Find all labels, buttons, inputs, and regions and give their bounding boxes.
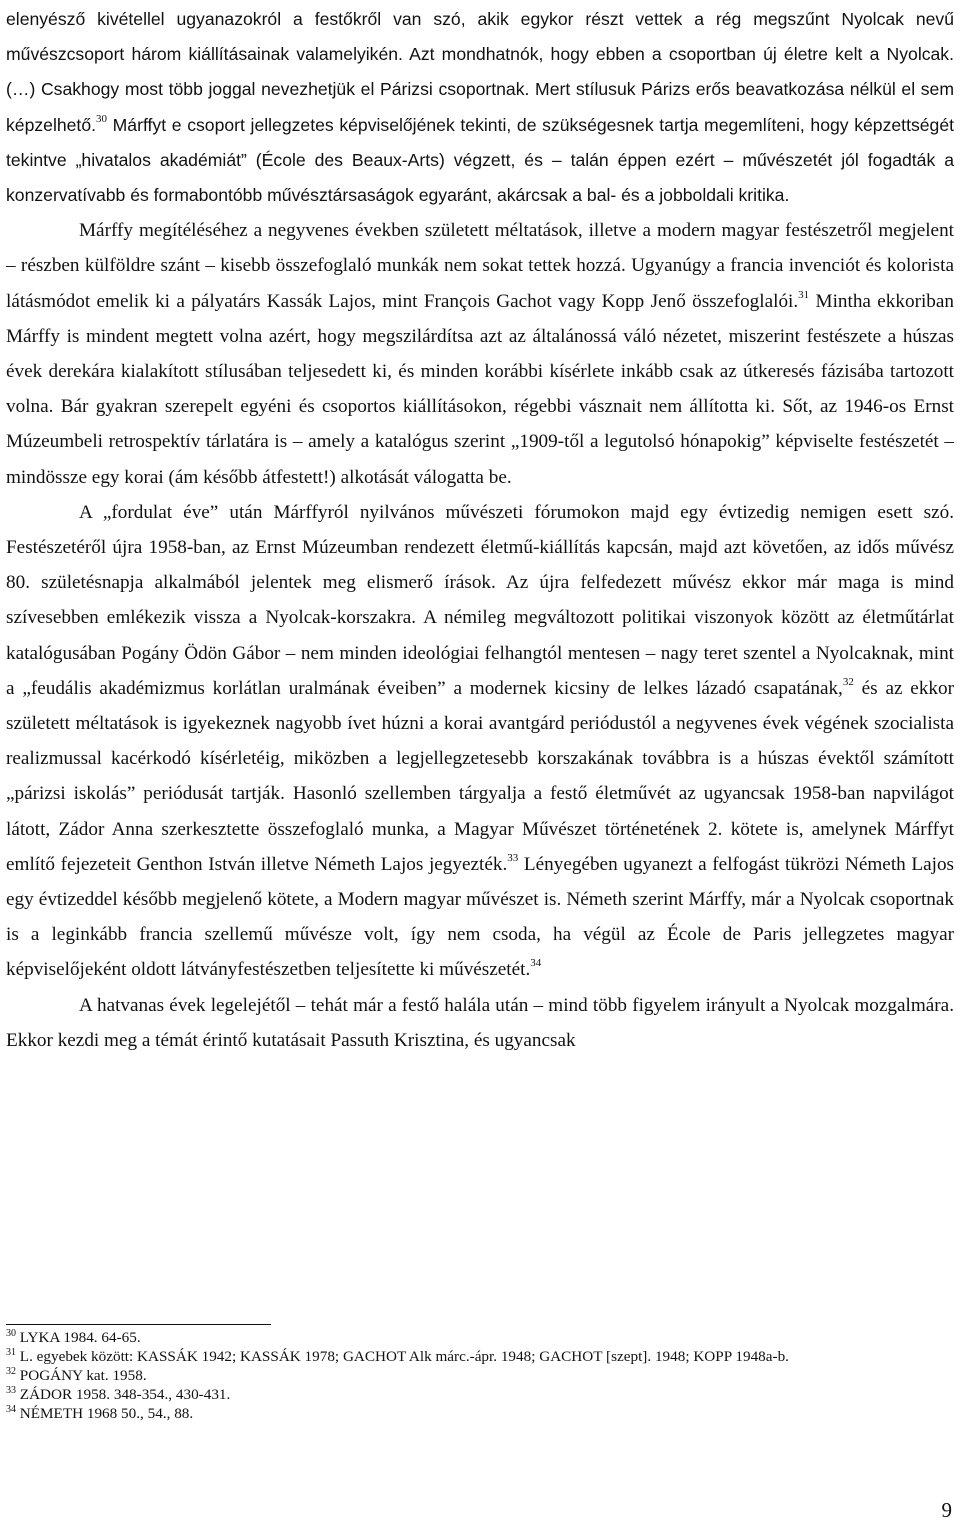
footnote-reference: 30 bbox=[96, 112, 107, 125]
paragraph bbox=[6, 213, 954, 495]
footnote bbox=[6, 1386, 954, 1404]
footnote bbox=[6, 1367, 954, 1385]
text-run: Márffy megítéléséhez a negyvenes években született méltatások, illetve a modern magyar festészetről megjelent – részben külföldre szánt – kisebb összefoglaló munkák nem sokat tettek hozzá. Ugyanúgy a francia invenciót és kolorista látásmódot emelik ki a pályatárs Kassák Lajos, mint François Gachot vagy Kopp Jenő összefoglalói. bbox=[6, 220, 954, 312]
text-run: elenyésző kivétellel ugyanazokról a festőkről van szó, akik egykor részt vettek a rég megszűnt Nyolcak nevű művészcsoport három kiállításainak valamelyikén. Azt mondhatnók, hogy ebben a csoportban új életre kelt a Nyolcak. (…) Csakhogy most több joggal nevezhetjük el Párizsi csoportnak. Mert stílusuk Párizs erős beavatkozása nélkül el sem képzelhető. bbox=[6, 9, 954, 135]
footnote-reference: 32 bbox=[842, 675, 854, 688]
footnote-number: 33 bbox=[6, 1385, 16, 1396]
footnote-number: 30 bbox=[6, 1328, 16, 1339]
paragraph bbox=[6, 988, 954, 1058]
footnote-number: 32 bbox=[6, 1366, 16, 1377]
footnote bbox=[6, 1348, 954, 1366]
text-run: Márffyt e csoport jellegzetes képviselőjének tekinti, de szükségesnek tartja megemlíteni, hogy képzettségét tekintve „hivatalos akadémiát” (École des Beaux-Arts) végzett, és – talán éppen ezért – művészetét jól fogadták a konzervatívabb és formabontóbb művésztársaságok egyaránt, akárcsak a bal- és a jobboldali kritika. bbox=[6, 114, 954, 206]
text-run: és az ekkor született méltatások is igyekeznek nagyobb ívet húzni a korai avantgárd periódustól a negyvenes évek végének szocialista realizmussal kacérkodó kísérletéig, miközben a legjellegzetesebb korszakának továbbra is a húszas évektől számított „párizsi iskolás” periódusát tartják. Hasonló szellemben tárgyalja a festő életművét az ugyancsak 1958-ban napvilágot látott, Zádor Anna szerkesztette összefoglaló munka, a Magyar Művészet történetének 2. kötete is, amelynek Márffyt említő fejezeteit Genthon István illetve Németh Lajos jegyezték. bbox=[6, 677, 954, 875]
document-page bbox=[6, 0, 954, 1058]
body-text bbox=[6, 0, 954, 1058]
footnote-divider bbox=[6, 1324, 271, 1325]
footnote-text: NÉMETH 1968 50., 54., 88. bbox=[16, 1405, 194, 1422]
text-run: Lényegében ugyanezt a felfogást tükrözi Németh Lajos egy évtizeddel később megjelenő kötete, a Modern magyar művészet is. Németh szerint Márffy, már a Nyolcak csoportnak is a leginkább francia szellemű művésze volt, így nem csoda, ha végül az École de Paris jellegzetes magyar képviselőjeként oldott látványfestészetben teljesítette ki művészetét. bbox=[6, 853, 955, 981]
footnotes bbox=[6, 1329, 954, 1424]
footnote-text: L. egyebek között: KASSÁK 1942; KASSÁK 1978; GACHOT Alk márc.-ápr. 1948; GACHOT [szept]. 1948; KOPP 1948a-b. bbox=[16, 1348, 789, 1365]
page-number: 9 bbox=[941, 1498, 952, 1522]
footnote-number: 34 bbox=[6, 1404, 16, 1415]
footnote-reference: 34 bbox=[530, 957, 542, 970]
footnote bbox=[6, 1405, 954, 1423]
footnote-number: 31 bbox=[6, 1347, 16, 1358]
footnote-text: LYKA 1984. 64-65. bbox=[16, 1329, 141, 1346]
paragraph bbox=[6, 495, 954, 988]
text-run: Mintha ekkoriban Márffy is mindent megtett volna azért, hogy megszilárdítsa azt az általánossá váló nézetet, miszerint festészete a húszas évek derekára kialakított stílusában teljesedett ki, és minden korábbi kísérlete inkább csak az útkeresés fázisába tartozott volna. Bár gyakran szerepelt egyéni és csoportos kiállításokon, régebbi vásznait nem állította ki. Sőt, az 1946-os Ernst Múzeumbeli retrospektív tárlatára is – amely a katalógus szerint „1909-től a legutolsó hónapokig” képviselte festészetét – mindössze egy korai (ám később átfestett!) alkotását válogatta be. bbox=[6, 290, 954, 488]
footnote-text: POGÁNY kat. 1958. bbox=[16, 1367, 147, 1384]
footnote bbox=[6, 1329, 954, 1347]
text-run: A „fordulat éve” után Márffyról nyilvános művészeti fórumokon majd egy évtizedig nemigen esett szó. Festészetéről újra 1958-ban, az Ernst Múzeumban rendezett életmű-kiállítás kapcsán, majd azt követően, az idős művész 80. születésnapja alkalmából jelentek meg elismerő írások. Az újra felfedezett művész ekkor már maga is mind szívesebben emlékezik vissza a Nyolcak-korszakra. A némileg megváltozott politikai viszonyok között az életműtárlat katalógusában Pogány Ödön Gábor – nem minden ideológiai felhangtól mentesen – nagy teret szentel a Nyolcaknak, mint a „feudális akadémizmus korlátlan uralmának éveiben” a modernek kicsiny de lelkes lázadó csapatának, bbox=[6, 501, 954, 699]
footnote-text: ZÁDOR 1958. 348-354., 430-431. bbox=[16, 1386, 231, 1403]
footnote-reference: 31 bbox=[798, 288, 810, 301]
text-run: A hatvanas évek legelejétől – tehát már a festő halála után – mind több figyelem irányult a Nyolcak mozgalmára. Ekkor kezdi meg a témát érintő kutatásait Passuth Krisztina, és ugyancsak bbox=[6, 994, 954, 1051]
footnote-reference: 33 bbox=[507, 851, 519, 864]
paragraph bbox=[6, 2, 954, 213]
